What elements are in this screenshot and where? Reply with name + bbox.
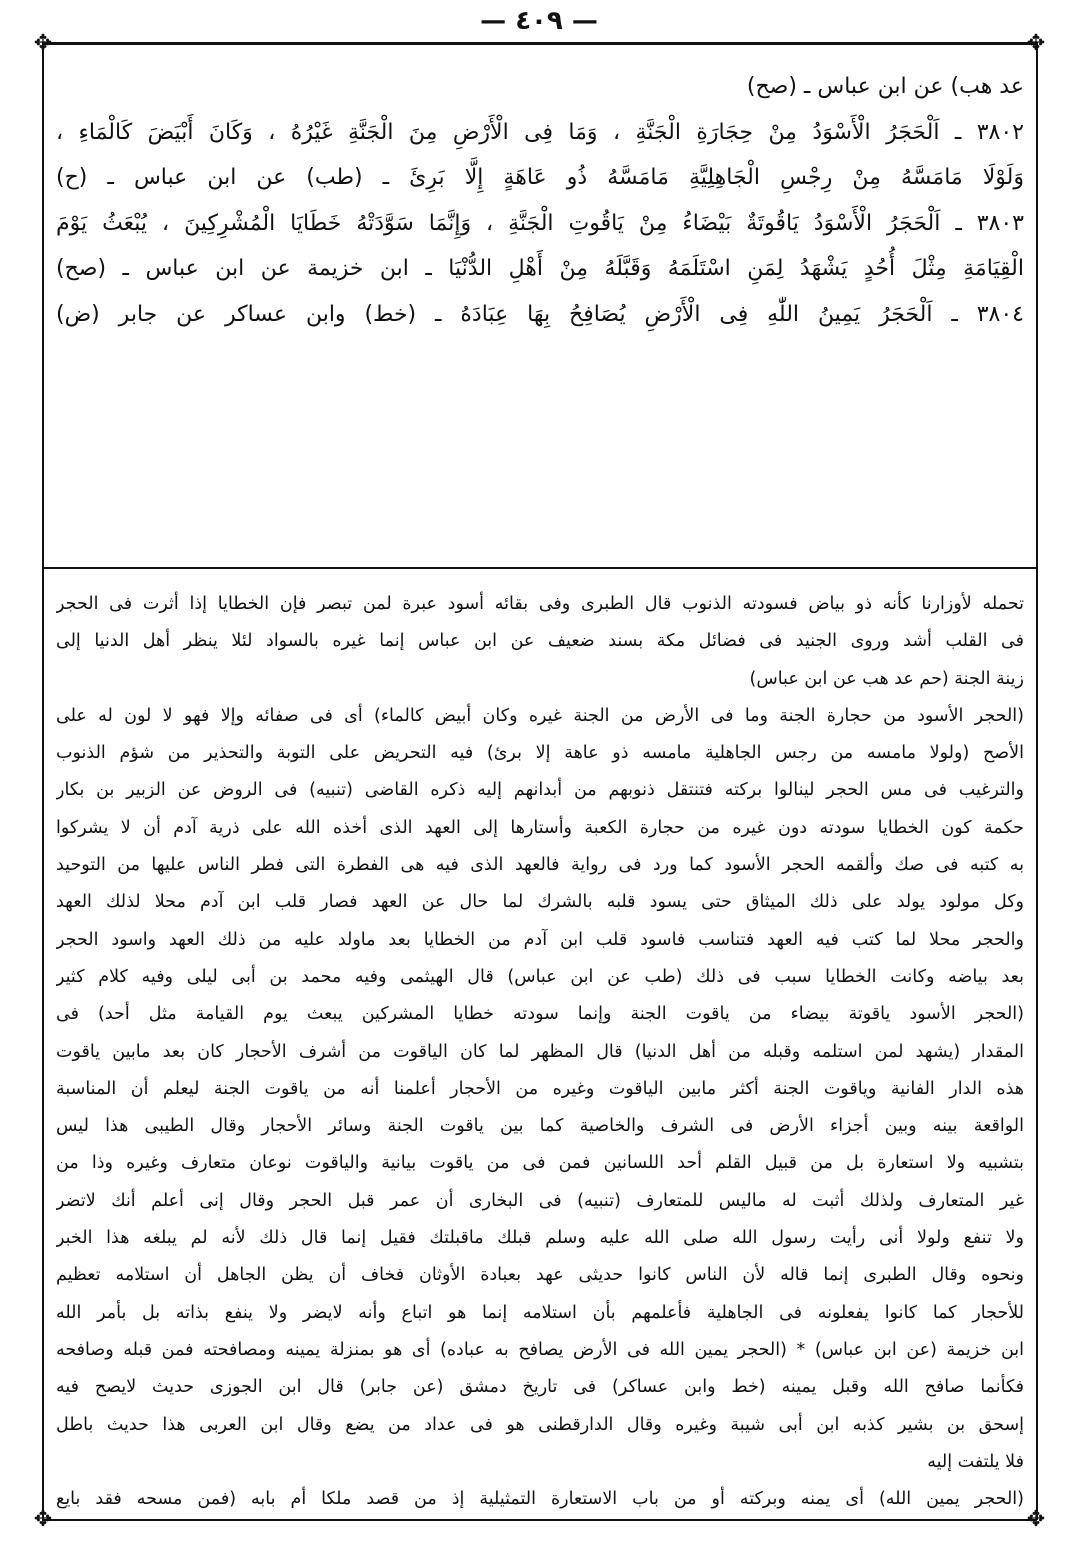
hadith-line: ٣٨٠٣ ـ اَلْحَجَرُ الْأَسْوَدُ يَاقُوتَةٌ بَيْضَاءُ مِنْ يَاقُوتِ الْجَنَّةِ ، وَإِنَّمَا سَوَّدَتْهُ خَطَايَا الْمُشْرِكِينَ ، يُبْعَثُ يَوْمَ: [56, 210, 1024, 236]
commentary-line: الأصح (ولولا مامسه من رجس الجاهلية مامسه ذو عاهة إلا برئ) فيه التحريض على التوبة والتحذير من شؤم الذنوب: [56, 743, 1024, 764]
bottom-rule: [42, 1519, 1037, 1521]
commentary-line: ولا تنفع ولولا أنى رأيت رسول الله صلى الله عليه وسلم قبلك ماقبلتك فقيل إنما قال ذلك لأنه لم يبلغه هذا الخبر: [56, 1228, 1024, 1249]
page-number: — ٤٠٩ —: [480, 6, 598, 36]
hadith-line: وَلَوْلَا مَامَسَّهُ مِنْ رِجْسِ الْجَاهِلِيَّةِ مَامَسَّهُ ذُو عَاهَةٍ إِلَّا بَرِئَ ـ (طب) عن ابن عباس ـ (ح): [56, 165, 1024, 190]
commentary-line: المقدار (يشهد لمن استلمه وقبله من أهل الدنيا) قال المظهر لما كان الياقوت من أشرف الأحجار كان بعد مابين ياقوت: [56, 1041, 1024, 1062]
corner-ornament-icon: ✥: [33, 31, 53, 56]
hadith-section: [56, 64, 1024, 337]
hadith-line: الْقِيَامَةِ مِثْلَ أُحُدٍ يَشْهَدُ لِمَنِ اسْتَلَمَهُ وَقَبَّلَهُ مِنْ أَهْلِ الدُّنْيَا ـ ابن خزيمة عن ابن عباس ـ (صح): [56, 256, 1024, 281]
commentary-line: (الحجر يمين الله) أى يمنه وبركته أو من باب الاستعارة التمثيلية إذ من قصد ملكا أم بابه (فمن مسحه فقد بايع: [56, 1489, 1024, 1510]
commentary-line: للأحجار كما كانوا يفعلونه فى الجاهلية فأعلمهم بأن استلامه إنما هو اتباع وأنه لايضر ولا ينفع بذاته بل بأمر الله: [56, 1302, 1024, 1323]
commentary-line: ابن خزيمة (عن ابن عباس) * (الحجر يمين الله فى الأرض يصافح به عباده) أى هو بمنزلة يمينه ومصافحته فمن قبله وصافحه: [56, 1339, 1024, 1360]
commentary-line: (الحجر الأسود من حجارة الجنة وما فى الأرض من الجنة غيره وكان أبيض كالماء) أى فى صفائه وإلا فهو لا لون له على: [56, 705, 1024, 726]
hadith-line: عد هب) عن ابن عباس ـ (صح): [746, 74, 1024, 99]
commentary-line: هذه الدار الفانية وياقوت الجنة أكثر مابين الياقوت وغيره من الأحجار أعلمنا أنه من ياقوت الجنة ليعلم أن المناسبة: [56, 1078, 1024, 1099]
commentary-line: فلا يلتفت إليه: [927, 1451, 1024, 1472]
commentary-line: إسحق بن بشير كذبه ابن أبى شيبة وغيره وقال الدارقطنى هو فى عداد من يضع وقال ابن العربى هذا حديث باطل: [56, 1414, 1024, 1435]
commentary-line: تحمله لأوزارنا كأنه ذو بياض فسودته الذنوب قال الطبرى وفى بقائه أسود عبرة لمن تبصر فإن الخطايا إذا أثرت فى الحجر: [56, 594, 1024, 614]
corner-ornament-icon: ✥: [1026, 1507, 1046, 1532]
separator-rule: [42, 567, 1037, 569]
corner-ornament-icon: ✥: [33, 1507, 53, 1532]
commentary-line: والحجر محلا لما كتب فيه العهد فتناسب فاسود قلب ابن آدم من الخطايا بعد ماولد عليه من ذلك العهد واسود الحجر: [56, 929, 1024, 950]
top-rule: [42, 42, 1037, 45]
commentary-line: حكمة كون الخطايا سودته دون غيره من حجارة الكعبة وأستارها إلى العهد الذى أخذه الله على ذرية آدم أن لا يشركوا: [56, 817, 1024, 838]
commentary-line: (الحجر الأسود ياقوتة بيضاء من ياقوت الجنة وإنما سودته خطايا المشركين يبعث يوم القيامة مثل أحد) فى: [56, 1004, 1024, 1025]
commentary-line: وكل مولود يولد على ذلك الميثاق حتى يسود قلبه بالشرك لما حال عن العهد فصار قلب ابن آدم محلا لذلك العهد: [56, 892, 1024, 913]
commentary-line: فكأنما صافح الله وقبل يمينه (خط وابن عساكر) فى تاريخ دمشق (عن جابر) قال ابن الجوزى حديث لايصح فيه: [56, 1377, 1024, 1398]
commentary-line: الواقعة بينه وبين أجزاء الأرض فى الشرف والخاصية كما بين ياقوت الجنة وسائر الأحجار وقال الطيبى هذا ليس: [56, 1116, 1024, 1137]
corner-ornament-icon: ✥: [1026, 31, 1046, 56]
hadith-line: ٣٨٠٢ ـ اَلْحَجَرُ الْأَسْوَدُ مِنْ حِجَارَةِ الْجَنَّةِ ، وَمَا فِى الْأَرْضِ مِنَ الْجَنَّةِ غَيْرُهُ ، وَكَانَ أَبْيَضَ كَالْمَاءِ ،: [56, 119, 1024, 145]
commentary-line: به كتبه فى صك وألقمه الحجر الأسود كما ورد فى رواية فالعهد الذى فيه هى الفطرة التى فطر الناس عليها من التوحيد: [56, 855, 1024, 876]
commentary-line: والترغيب فى مس الحجر لينالوا بركته فتنتقل ذنوبهم من أبدانهم إليه ذكره القاضى (تنبيه) فى الروض عن الزبير بن بكار: [56, 780, 1024, 801]
commentary-line: فى القلب أشد وروى الجنيد فى فضائل مكة بسند ضعيف عن ابن عباس إنما غيره بالسواد لئلا ينظر أهل الدنيا إلى: [56, 631, 1024, 652]
commentary-line: بعد بياضه وكانت الخطايا سبب فى ذلك (طب عن ابن عباس) قال الهيثمى وفيه محمد بن أبى ليلى وفيه كلام كثير: [56, 966, 1024, 987]
commentary-section: [56, 586, 1024, 1518]
commentary-line: زينة الجنة (حم عد هب عن ابن عباس): [749, 668, 1024, 689]
commentary-line: بتشبيه ولا استعارة بل من قبيل القلم أحد اللسانين فمن فى من ياقوت بيانية والياقوت نوعان متعارف وغيره وذا من: [56, 1153, 1024, 1174]
hadith-line: ٣٨٠٤ ـ اَلْحَجَرُ يَمِينُ اللّٰهِ فِى الْأَرْضِ يُصَافِحُ بِهَا عِبَادَهُ ـ (خط) وابن عساكر عن جابر (ض): [56, 301, 1024, 327]
commentary-line: غير المتعارف ولذلك أثبت له ماليس للمتعارف (تنبيه) فى البخارى أن عمر قبل الحجر وقال إنى أعلم أنك لاتضر: [56, 1190, 1024, 1211]
commentary-line: ونحوه وقال الطبرى إنما قاله لأن الناس كانوا حديثى عهد بعبادة الأوثان فخاف أن يظن الجاهل أن استلامه تعظيم: [56, 1265, 1024, 1286]
